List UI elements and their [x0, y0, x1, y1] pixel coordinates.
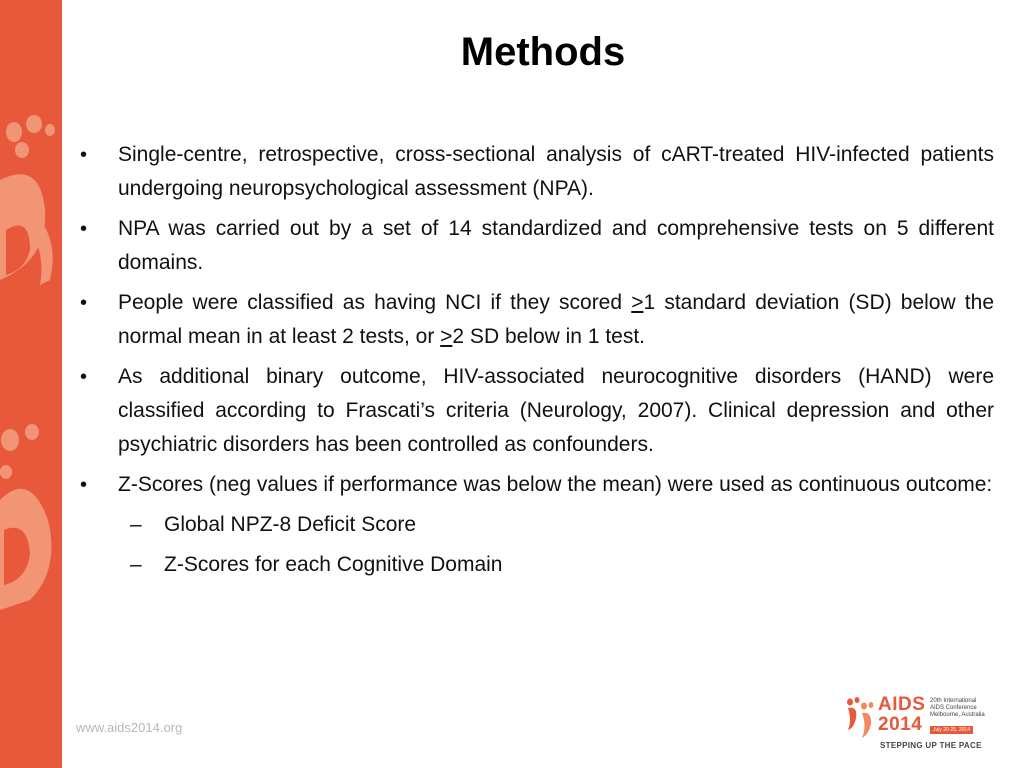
sub-bullet-text: Global NPZ-8 Deficit Score — [164, 513, 417, 536]
bullet-text: As additional binary outcome, HIV-associated neurocognitive disorders (HAND) were classified according to Frascati’s criteria (Neurology, 2007). Clinical depression and other psychiatric disorders has been controlled as confounders. — [118, 365, 994, 456]
bullet-text-part: People were classified as having NCI if they scored — [118, 291, 632, 314]
bullet-item — [80, 212, 994, 280]
bullet-marker: • — [80, 366, 88, 388]
greater-equal-symbol: > — [440, 325, 453, 348]
sub-bullet-item — [130, 548, 994, 582]
decorative-sidebar — [0, 0, 62, 768]
logo-conference-line: 20th International — [930, 698, 977, 704]
footprints-logo-icon — [844, 696, 876, 740]
bullet-marker: • — [80, 218, 88, 240]
bullet-text-part: 2 SD below in 1 test. — [452, 325, 646, 348]
logo-conference-line: AIDS Conference — [930, 705, 977, 711]
footprints-pattern-icon — [0, 0, 62, 768]
bullet-item — [80, 468, 994, 502]
bullet-text-part: 1 standard deviation (SD) below the normal mean in at least 2 tests, or — [118, 291, 994, 348]
bullet-item — [80, 360, 994, 462]
greater-equal-symbol: > — [631, 291, 644, 314]
logo-date-badge: July 20-25, 2014 — [930, 726, 973, 734]
bullet-text: Z-Scores (neg values if performance was below the mean) were used as continuous outcome: — [118, 473, 993, 496]
logo-conference-line: Melbourne, Australia — [930, 712, 985, 718]
bullet-item — [80, 138, 994, 206]
sub-bullet-item — [130, 508, 994, 542]
bullet-marker: • — [80, 474, 88, 496]
bullet-text: Single-centre, retrospective, cross-sectional analysis of cART-treated HIV-infected patients undergoing neuropsychological assessment (NPA). — [118, 143, 994, 200]
logo-tagline: STEPPING UP THE PACE — [880, 741, 982, 750]
slide-title: Methods — [460, 30, 626, 74]
dash-marker: – — [130, 513, 142, 536]
bullet-text — [118, 286, 994, 354]
bullet-list — [80, 138, 994, 588]
bullet-item — [80, 286, 994, 354]
dash-marker: – — [130, 553, 142, 576]
bullet-text: NPA was carried out by a set of 14 standardized and comprehensive tests on 5 different domains. — [118, 217, 994, 274]
footer-url: www.aids2014.org — [76, 720, 183, 735]
bullet-marker: • — [80, 144, 88, 166]
sub-bullet-text: Z-Scores for each Cognitive Domain — [164, 553, 503, 576]
bullet-marker: • — [80, 292, 88, 314]
logo-conference-text — [930, 698, 1000, 719]
logo-aids-text: AIDS — [878, 694, 926, 715]
logo-year-text: 2014 — [878, 714, 923, 735]
conference-logo — [844, 696, 1002, 756]
